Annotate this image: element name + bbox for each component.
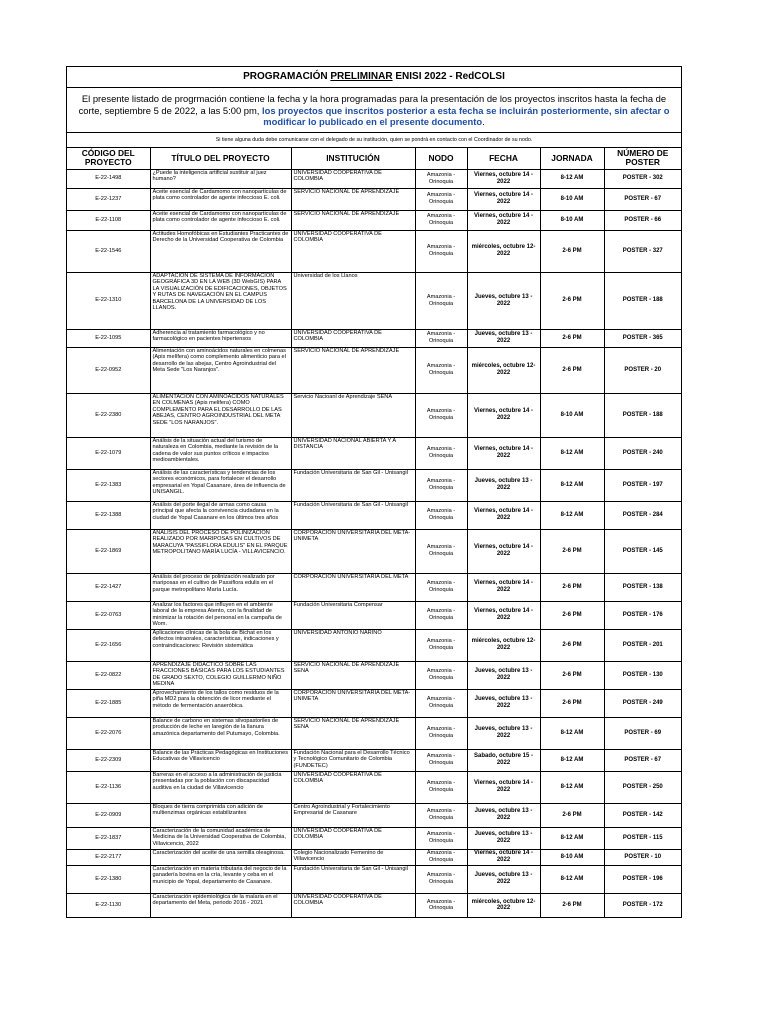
cell-title: Análisis de las características y tendencias de los sectores económicos, para fortalecer el desarrollo empresarial en Yopal Casanare, área de influencia de UNISANGIL. [150,469,291,501]
cell-node: Amazonia - Orinoquia [415,501,467,529]
table-row [67,827,681,849]
cell-session: 2-6 PM [540,573,604,601]
cell-title: Aprovechamiento de los tallos como residuos de la piña MD2 para la obtención de licor mediante el método de fermentación anaeróbica. [150,689,291,717]
cell-poster: POSTER - 188 [604,393,681,437]
cell-date: Viernes, octubre 14 - 2022 [467,849,540,865]
cell-session: 8-12 AM [540,717,604,749]
cell-institution: UNIVERSIDAD NACIONAL ABIERTA Y A DISTANCIA [291,437,415,469]
cell-date: Viernes, octubre 14 - 2022 [467,601,540,629]
cell-session: 8-12 AM [540,169,604,188]
column-header-code: CÓDIGO DEL PROYECTO [67,148,150,170]
cell-session: 2-6 PM [540,661,604,689]
cell-session: 8-10 AM [540,188,604,210]
table-row [67,469,681,501]
table-row [67,272,681,329]
schedule-sheet [66,66,682,918]
cell-date: miércoles, octubre 12-2022 [467,347,540,393]
contact-note: Si tiene alguna duda debe comunicarse con el delegado de su institución, quien se pondrá en contacto con el Coordinador de su nodo. [67,133,681,148]
table-row [67,210,681,230]
cell-node: Amazonia - Orinoquia [415,661,467,689]
document-title [67,67,681,88]
cell-title: Aplicaciones clínicas de la bola de Bichat en los defectos intraorales, características, indicaciones y contraindicaciones: Revisión sistemática [150,629,291,661]
cell-poster: POSTER - 197 [604,469,681,501]
cell-institution: UNIVERSIDAD COOPERATIVA DE COLOMBIA [291,230,415,272]
cell-poster: POSTER - 249 [604,689,681,717]
cell-date: Viernes, octubre 14 - 2022 [467,573,540,601]
cell-date: Viernes, octubre 14 - 2022 [467,437,540,469]
cell-date: Sabado, octubre 15 - 2022 [467,749,540,771]
cell-node: Amazonia - Orinoquia [415,849,467,865]
cell-poster: POSTER - 138 [604,573,681,601]
cell-title: ¿Puede la inteligencia artificial sustituir al juez humano? [150,169,291,188]
cell-date: Viernes, octubre 14 - 2022 [467,501,540,529]
cell-title: Balance de las Prácticas Pedagógicas en Instituciones Educativas de Villavicencio [150,749,291,771]
cell-poster: POSTER - 188 [604,272,681,329]
cell-title: Caracterización de la comunidad académica de Medicina de la Universidad Cooperativa de Colombia, Villavicencio, 2022 [150,827,291,849]
table-row [67,629,681,661]
cell-date: miércoles, octubre 12-2022 [467,230,540,272]
cell-session: 2-6 PM [540,893,604,917]
cell-date: Viernes, octubre 14 - 2022 [467,188,540,210]
cell-node: Amazonia - Orinoquia [415,827,467,849]
cell-node: Amazonia - Orinoquia [415,169,467,188]
cell-institution: UNIVERSIDAD ANTONIO NARIÑO [291,629,415,661]
cell-poster: POSTER - 69 [604,717,681,749]
cell-institution: SERVICIO NACIONAL DE APRENDIZAJE [291,188,415,210]
cell-poster: POSTER - 67 [604,749,681,771]
cell-date: Viernes, octubre 14 - 2022 [467,529,540,573]
cell-code: E-22-1388 [67,501,150,529]
table-row [67,329,681,347]
cell-institution: Colegio Nacionalizado Femenino de Villavicencio [291,849,415,865]
cell-node: Amazonia - Orinoquia [415,529,467,573]
table-row [67,749,681,771]
table-row [67,437,681,469]
intro-end-text: . [482,116,485,127]
table-row [67,865,681,893]
title-prefix: PROGRAMACIÓN [243,71,331,82]
cell-institution: SERVICIO NACIONAL DE APRENDIZAJE [291,347,415,393]
table-row [67,601,681,629]
cell-session: 2-6 PM [540,629,604,661]
cell-node: Amazonia - Orinoquia [415,188,467,210]
cell-code: E-22-1656 [67,629,150,661]
cell-title: Actitudes Homofóbicas en Estudiantes Practicantes de Derecho de la Universidad Cooperativa de Colombia [150,230,291,272]
cell-code: E-22-2177 [67,849,150,865]
cell-session: 8-12 AM [540,865,604,893]
table-row [67,849,681,865]
cell-institution: Fundación Universitaria de San Gil - Unisangil [291,469,415,501]
cell-date: Jueves, octubre 13 - 2022 [467,329,540,347]
cell-title: Análisis de la situación actual del turismo de naturaleza en Colombia, mediante la revisión de la cadena de valor sus puntos críticos e impactos medioambientales. [150,437,291,469]
cell-institution: UNIVERSIDAD COOPERATIVA DE COLOMBIA [291,827,415,849]
cell-title: Analizar los factores que influyen en el ambiente laboral de la empresa Atento, con la finalidad de minimizar la rotación del personal en la campaña de Wom. [150,601,291,629]
title-underlined-word: PRELIMINAR [330,71,393,82]
cell-poster: POSTER - 145 [604,529,681,573]
cell-code: E-22-1079 [67,437,150,469]
cell-date: Jueves, octubre 13 - 2022 [467,865,540,893]
cell-poster: POSTER - 172 [604,893,681,917]
cell-node: Amazonia - Orinoquia [415,629,467,661]
table-row [67,803,681,827]
cell-poster: POSTER - 10 [604,849,681,865]
cell-institution: Fundación Universitaria de San Gil - Unisangil [291,501,415,529]
intro-highlight-text: los proyectos que inscritos posterior a esta fecha se incluirán posteriormente, sin afectar o modificar lo publicado en el presente documento [262,104,670,127]
cell-poster: POSTER - 250 [604,771,681,803]
cell-institution: SERVICIO NACIONAL DE APRENDIZAJE SENA [291,661,415,689]
cell-node: Amazonia - Orinoquia [415,230,467,272]
cell-session: 2-6 PM [540,689,604,717]
cell-title: Caracterización epidemiológica de la malaria en el departamento del Meta, periodo 2016 - 2021 [150,893,291,917]
cell-node: Amazonia - Orinoquia [415,573,467,601]
cell-institution: UNIVERSIDAD COOPERATIVA DE COLOMBIA [291,893,415,917]
cell-node: Amazonia - Orinoquia [415,469,467,501]
column-header-institution: INSTITUCIÓN [291,148,415,170]
cell-code: E-22-1310 [67,272,150,329]
cell-poster: POSTER - 176 [604,601,681,629]
cell-title: Balance de carbono en sistemas silvopastoriles de producción de leche en laregión de la llanura amazónica departamento del Putumayo, Colombia. [150,717,291,749]
table-row [67,689,681,717]
cell-poster: POSTER - 302 [604,169,681,188]
cell-poster: POSTER - 66 [604,210,681,230]
table-row [67,230,681,272]
title-suffix: ENISI 2022 - RedCOLSI [392,71,505,82]
cell-code: E-22-1130 [67,893,150,917]
cell-institution: CORPORACIÓN UNIVERSITARIA DEL META [291,573,415,601]
cell-session: 8-12 AM [540,827,604,849]
cell-institution: SERVICIO NACIONAL DE APRENDIZAJE [291,210,415,230]
cell-institution: Universidad de los Llanos [291,272,415,329]
cell-date: Jueves, octubre 13 - 2022 [467,689,540,717]
table-header-row [67,148,681,170]
cell-session: 2-6 PM [540,329,604,347]
cell-title: Caracterización del aceite de una semilla oleaginosa. [150,849,291,865]
cell-poster: POSTER - 20 [604,347,681,393]
cell-date: miércoles, octubre 12-2022 [467,629,540,661]
cell-poster: POSTER - 327 [604,230,681,272]
cell-session: 8-10 AM [540,210,604,230]
cell-poster: POSTER - 284 [604,501,681,529]
cell-institution: CORPORACIÓN UNIVERSITARIA DEL META-UNIMETA [291,529,415,573]
cell-session: 8-12 AM [540,469,604,501]
cell-code: E-22-1885 [67,689,150,717]
cell-date: Jueves, octubre 13 - 2022 [467,803,540,827]
cell-poster: POSTER - 196 [604,865,681,893]
cell-session: 2-6 PM [540,601,604,629]
cell-node: Amazonia - Orinoquia [415,347,467,393]
cell-session: 8-12 AM [540,501,604,529]
cell-date: Jueves, octubre 13 - 2022 [467,717,540,749]
table-row [67,188,681,210]
cell-code: E-22-0952 [67,347,150,393]
column-header-title: TÍTULO DEL PROYECTO [150,148,291,170]
cell-title: ANÁLISIS DEL PROCESO DE POLINIZACIÓN REALIZADO POR MARIPOSAS EN CULTIVOS DE MARACUYA "PASSIFLORA EDULIS" EN EL PARQUE METROPOLITANO MARÍA LUCÍA - VILLAVICENCIO. [150,529,291,573]
cell-date: Jueves, octubre 13 - 2022 [467,469,540,501]
cell-title: Aceite esencial de Cardamomo con nanoparticulas de plata como controlador de agente infeccioso E. coli. [150,210,291,230]
cell-code: E-22-1498 [67,169,150,188]
cell-poster: POSTER - 67 [604,188,681,210]
cell-date: Viernes, octubre 14 - 2022 [467,210,540,230]
cell-institution: UNIVERSIDAD COOPERATIVA DE COLOMBIA [291,329,415,347]
cell-date: Jueves, octubre 13 - 2022 [467,272,540,329]
cell-institution: Fundación Universitaria Compensar [291,601,415,629]
table-row [67,393,681,437]
cell-code: E-22-1380 [67,865,150,893]
cell-institution: SERVICIO NACIONAL DE APRENDIZAJE SENA [291,717,415,749]
cell-title: Análisis del porte ilegal de armas como causa principal que afecta la convivencia ciudadana en la ciudad de Yopal Casanare en los últimos tres años [150,501,291,529]
table-row [67,529,681,573]
cell-date: Viernes, octubre 14 - 2022 [467,771,540,803]
cell-date: Jueves, octubre 13 - 2022 [467,827,540,849]
cell-code: E-22-2076 [67,717,150,749]
cell-session: 8-10 AM [540,849,604,865]
cell-node: Amazonia - Orinoquia [415,717,467,749]
cell-node: Amazonia - Orinoquia [415,601,467,629]
cell-title: ADAPTACIÓN DE SISTEMA DE INFORMACIÓN GEOGRÁFICA 3D EN LA WEB (3D WebGIS) PARA LA VISUALIZACIÓN DE EDIFICACIONES, OBJETOS Y RUTAS DE NAVEGACIÓN EN EL CAMPUS BARCELONA DE LA UNIVERSIDAD DE LOS LLANOS. [150,272,291,329]
cell-institution: UNIVERSIDAD COOPERATIVA DE COLOMBIA [291,771,415,803]
cell-code: E-22-0822 [67,661,150,689]
cell-institution: Centro Agroindustrial y Fortalecimiento Empresarial de Casanare [291,803,415,827]
cell-code: E-22-0763 [67,601,150,629]
cell-node: Amazonia - Orinoquia [415,272,467,329]
cell-code: E-22-1108 [67,210,150,230]
cell-date: Viernes, octubre 14 - 2022 [467,169,540,188]
cell-title: Análisis del proceso de polinización realizado por mariposas en el cultivo de Passiflora edulis en el parque metropolitano María Lucía. [150,573,291,601]
cell-institution: UNIVERSIDAD COOPERATIVA DE COLOMBIA [291,169,415,188]
cell-session: 2-6 PM [540,272,604,329]
cell-poster: POSTER - 142 [604,803,681,827]
cell-poster: POSTER - 115 [604,827,681,849]
cell-code: E-22-0909 [67,803,150,827]
cell-code: E-22-1427 [67,573,150,601]
cell-institution: Servicio Nacioanl de Aprendizaje SENA [291,393,415,437]
cell-poster: POSTER - 240 [604,437,681,469]
cell-title: Adherencia al tratamiento farmacológico y no farmacológico en pacientes hipertensos [150,329,291,347]
column-header-date: FECHA [467,148,540,170]
table-row [67,893,681,917]
intro-paragraph [67,88,681,133]
cell-code: E-22-1095 [67,329,150,347]
cell-title: ALIMENTACION CON AMINOÁCIDOS NATURALES EN COLMENAS (Apis melifera) COMO COMPLEMENTO PARA EL DESARROLLO DE LAS ABEJAS, CENTRO AGROINDUSTRIAL DEL META SEDE "LOS NARANJOS". [150,393,291,437]
cell-code: E-22-1136 [67,771,150,803]
cell-node: Amazonia - Orinoquia [415,689,467,717]
cell-institution: Fundación Universitaria de San Gil - Unisangil [291,865,415,893]
table-row [67,169,681,188]
cell-node: Amazonia - Orinoquia [415,865,467,893]
column-header-session: JORNADA [540,148,604,170]
cell-code: E-22-2380 [67,393,150,437]
table-row [67,347,681,393]
cell-code: E-22-1546 [67,230,150,272]
cell-session: 2-6 PM [540,529,604,573]
cell-date: Viernes, octubre 14 - 2022 [467,393,540,437]
cell-node: Amazonia - Orinoquia [415,803,467,827]
cell-poster: POSTER - 201 [604,629,681,661]
cell-poster: POSTER - 365 [604,329,681,347]
cell-code: E-22-2309 [67,749,150,771]
cell-code: E-22-1869 [67,529,150,573]
cell-node: Amazonia - Orinoquia [415,437,467,469]
cell-poster: POSTER - 130 [604,661,681,689]
column-header-node: NODO [415,148,467,170]
cell-session: 8-12 AM [540,437,604,469]
cell-code: E-22-1837 [67,827,150,849]
cell-date: Jueves, octubre 13 - 2022 [467,661,540,689]
cell-session: 2-6 PM [540,230,604,272]
intro-plain-text: El presente listado de progrmación contiene la fecha y la hora programadas para la presentación de los proyectos inscritos hasta la fecha de corte, septiembre 5 de 2022, a las 5:00 pm, [78,93,667,116]
cell-session: 8-12 AM [540,771,604,803]
cell-node: Amazonia - Orinoquia [415,749,467,771]
cell-node: Amazonia - Orinoquia [415,393,467,437]
cell-session: 8-10 AM [540,393,604,437]
table-row [67,717,681,749]
cell-code: E-22-1237 [67,188,150,210]
cell-title: Barreras en el acceso a la administración de justicia presentadas por la población con discapacidad auditiva en la ciudad de Villavicencio [150,771,291,803]
cell-node: Amazonia - Orinoquia [415,329,467,347]
cell-title: Aceite esencial de Cardamomo con nanoparticulas de plata como controlador de agente infeccioso E. coli. [150,188,291,210]
cell-session: 2-6 PM [540,803,604,827]
cell-institution: CORPORACIÓN UNIVERSITARIA DEL META-UNIMETA [291,689,415,717]
cell-node: Amazonia - Orinoquia [415,893,467,917]
table-row [67,661,681,689]
cell-session: 8-12 AM [540,749,604,771]
cell-node: Amazonia - Orinoquia [415,210,467,230]
cell-node: Amazonia - Orinoquia [415,771,467,803]
cell-title: APRENDIZAJE DIDÁCTICO SOBRE LAS FRACCIONES BÁSICAS PARA LOS ESTUDIANTES DE GRADO SEXTO, COLEGIO GUILLERMO NIÑO MEDINA [150,661,291,689]
table-row [67,501,681,529]
table-row [67,771,681,803]
table-row [67,573,681,601]
cell-date: miércoles, octubre 12-2022 [467,893,540,917]
schedule-table [67,148,681,918]
column-header-poster: NÚMERO DE POSTER [604,148,681,170]
cell-institution: Fundación Nacional para el Desarrollo Técnico y Tecnológico Comunitario de Colombia (FUNDETEC) [291,749,415,771]
cell-session: 2-6 PM [540,347,604,393]
cell-title: Alimentación con aminoácidos naturales en colmenas (Apis melífera) como complemento alimenticio para el desarrollo de las abejas, Centro Agroindustrial del Meta Sede "Los Naranjos". [150,347,291,393]
cell-code: E-22-1383 [67,469,150,501]
cell-title: Caracterización en materia tributaria del negocio de la ganadería bovina en la cría, levante y ceba en el municipio de Yopal, departamento de Casanare. [150,865,291,893]
cell-title: Bloques de tierra comprimida con adición de multienzimas orgánicas estabilizantes [150,803,291,827]
